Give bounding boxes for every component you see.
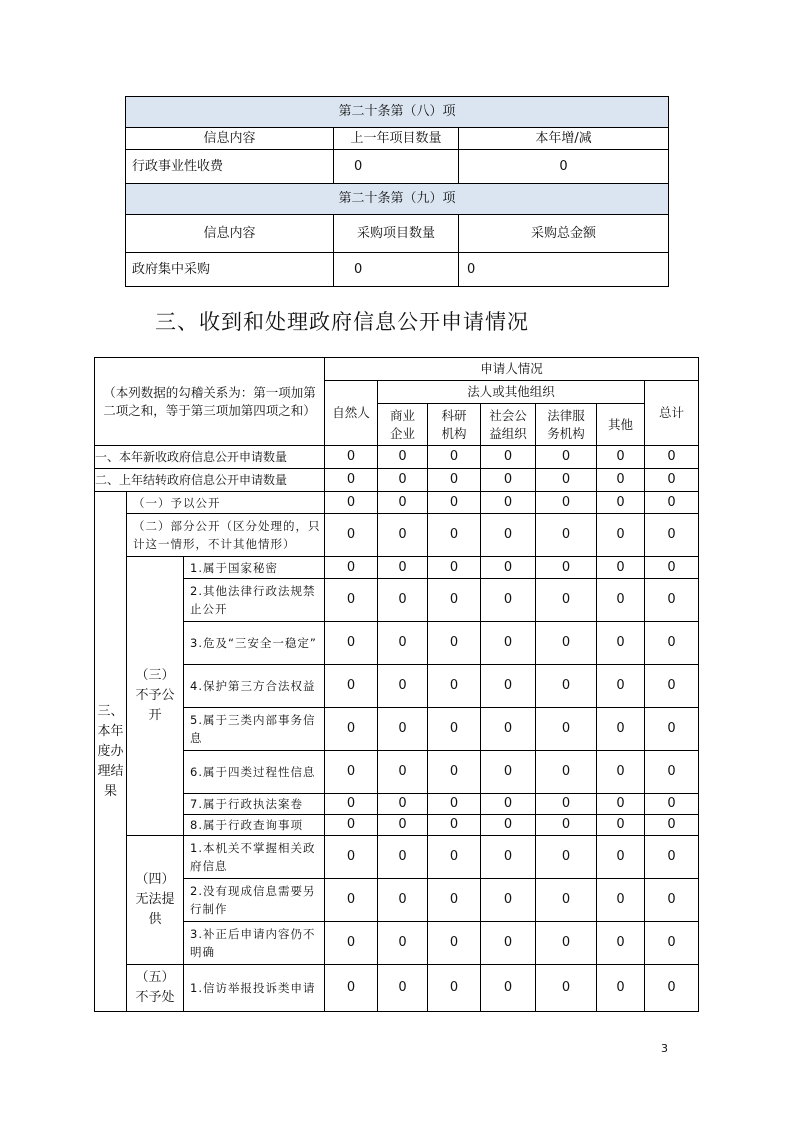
col-legal-service: 法律服务机构 [536,404,597,446]
table-row [95,446,699,469]
table-row [95,922,699,965]
table-row [95,469,699,492]
cell-value: 0 [536,794,597,815]
row-label: 政府集中采购 [126,253,334,287]
cell-value: 0 [481,514,536,557]
cell-value: 0 [481,579,536,622]
cell-value: 0 [428,794,481,815]
cell-value: 0 [428,492,481,514]
cell-value: 0 [325,922,378,965]
cell-value: 0 [481,836,536,879]
cell-value: 0 [325,751,378,794]
cell-value: 0 [481,622,536,665]
cell-value: 0 [597,836,645,879]
table-row [95,794,699,815]
cell-value: 0 [325,665,378,708]
cell-value: 0 [597,446,645,469]
cell-value: 0 [645,665,699,708]
col-commercial: 商业企业 [378,404,428,446]
cell-value: 0 [325,557,378,579]
cell-value: 0 [481,469,536,492]
cell-value: 0 [378,751,428,794]
row-label: 1.属于国家秘密 [184,557,325,579]
cell-value: 0 [325,794,378,815]
cell-value: 0 [325,879,378,922]
table-row [95,492,699,514]
row-label: 1.信访举报投诉类申请 [184,965,325,1012]
cell-value: 0 [645,922,699,965]
cell-value: 0 [481,708,536,751]
cell-value: 0 [378,622,428,665]
cell-value: 0 [645,469,699,492]
cell-value: 0 [428,815,481,836]
cell-value: 0 [645,794,699,815]
cell-value: 0 [428,557,481,579]
cell-value: 0 [536,922,597,965]
cell-value: 0 [536,708,597,751]
cell-value: 0 [481,492,536,514]
cell-value: 0 [481,965,536,1012]
cell-value: 0 [597,665,645,708]
cell-value: 0 [536,879,597,922]
cell-value: 0 [378,446,428,469]
cell-value: 0 [536,965,597,1012]
cell-value: 0 [597,815,645,836]
applicant-header: 申请人情况 [325,358,699,381]
cell-value: 0 [334,253,459,287]
cell-value: 0 [597,469,645,492]
cell-value: 0 [597,794,645,815]
group4-label: （四）无法提供 [127,836,184,965]
cell-value: 0 [597,965,645,1012]
section3-label: 三、本年度办理结果 [95,492,127,1012]
cell-value: 0 [378,557,428,579]
cell-value: 0 [334,150,459,184]
cell-value: 0 [645,965,699,1012]
cell-value: 0 [378,815,428,836]
cell-value: 0 [428,514,481,557]
cell-value: 0 [645,579,699,622]
cell-value: 0 [597,492,645,514]
cell-value: 0 [428,665,481,708]
col-natural-person: 自然人 [325,381,378,446]
col-social: 社会公益组织 [481,404,536,446]
group5-label: （五）不予处 [127,965,184,1012]
row-label: （一）予以公开 [127,492,325,514]
cell-value: 0 [325,446,378,469]
cell-value: 0 [597,514,645,557]
cell-value: 0 [378,665,428,708]
cell-value: 0 [378,879,428,922]
cell-value: 0 [536,579,597,622]
cell-value: 0 [428,622,481,665]
cell-value: 0 [378,794,428,815]
cell-value: 0 [459,253,669,287]
table-row [95,665,699,708]
row-label: 3.补正后申请内容仍不明确 [184,922,325,965]
section-heading: 三、收到和处理政府信息公开申请情况 [155,310,529,334]
row-label: 3.危及“三安全一稳定” [184,622,325,665]
cell-value: 0 [428,922,481,965]
cell-value: 0 [536,492,597,514]
page-number: 3 [661,1042,668,1055]
cell-value: 0 [597,922,645,965]
cell-value: 0 [536,751,597,794]
section-8-title: 第二十条第（八）项 [126,97,669,128]
article20-table [125,96,669,287]
cell-value: 0 [481,446,536,469]
col-header: 信息内容 [126,215,334,253]
cell-value: 0 [536,514,597,557]
cell-value: 0 [378,469,428,492]
cell-value: 0 [536,557,597,579]
col-header: 信息内容 [126,128,334,150]
cell-value: 0 [428,469,481,492]
cell-value: 0 [645,492,699,514]
cell-value: 0 [645,879,699,922]
table-row [95,815,699,836]
applications-table [94,357,699,1012]
cell-value: 0 [536,815,597,836]
row-label: 二、上年结转政府信息公开申请数量 [95,469,325,492]
table-row [95,836,699,879]
col-header: 本年增/减 [459,128,669,150]
row-label: 4.保护第三方合法权益 [184,665,325,708]
table-row [95,579,699,622]
cell-value: 0 [597,622,645,665]
cell-value: 0 [481,794,536,815]
cell-value: 0 [597,557,645,579]
cell-value: 0 [597,751,645,794]
cell-value: 0 [481,557,536,579]
cell-value: 0 [597,579,645,622]
header-note: （本列数据的勾稽关系为：第一项加第二项之和，等于第三项加第四项之和） [95,358,325,446]
cell-value: 0 [536,836,597,879]
col-other: 其他 [597,404,645,446]
row-label: （二）部分公开（区分处理的，只计这一情形，不计其他情形） [127,514,325,557]
table-row [95,879,699,922]
cell-value: 0 [536,665,597,708]
cell-value: 0 [428,879,481,922]
cell-value: 0 [645,557,699,579]
cell-value: 0 [645,446,699,469]
cell-value: 0 [481,922,536,965]
cell-value: 0 [481,815,536,836]
cell-value: 0 [536,622,597,665]
table-row [95,514,699,557]
cell-value: 0 [481,751,536,794]
cell-value: 0 [378,492,428,514]
cell-value: 0 [325,622,378,665]
cell-value: 0 [325,492,378,514]
cell-value: 0 [645,751,699,794]
cell-value: 0 [428,751,481,794]
row-label: 6.属于四类过程性信息 [184,751,325,794]
cell-value: 0 [428,579,481,622]
row-label: 7.属于行政执法案卷 [184,794,325,815]
row-label: 2.其他法律行政法规禁止公开 [184,579,325,622]
cell-value: 0 [378,708,428,751]
cell-value: 0 [325,815,378,836]
cell-value: 0 [325,469,378,492]
table-row [95,622,699,665]
cell-value: 0 [378,514,428,557]
table-row [95,708,699,751]
cell-value: 0 [428,708,481,751]
col-header: 采购总金额 [459,215,669,253]
row-label: 一、本年新收政府信息公开申请数量 [95,446,325,469]
cell-value: 0 [378,836,428,879]
table-row [95,557,699,579]
cell-value: 0 [325,965,378,1012]
cell-value: 0 [645,708,699,751]
cell-value: 0 [536,469,597,492]
col-total: 总计 [645,381,699,446]
cell-value: 0 [378,922,428,965]
cell-value: 0 [645,815,699,836]
cell-value: 0 [645,514,699,557]
row-label: 行政事业性收费 [126,150,334,184]
cell-value: 0 [378,579,428,622]
cell-value: 0 [597,879,645,922]
legal-group-header: 法人或其他组织 [378,381,645,404]
cell-value: 0 [428,836,481,879]
row-label: 1.本机关不掌握相关政府信息 [184,836,325,879]
group3-label: （三）不予公开 [127,557,184,836]
table-row [95,751,699,794]
cell-value: 0 [481,665,536,708]
cell-value: 0 [325,836,378,879]
cell-value: 0 [536,446,597,469]
cell-value: 0 [481,879,536,922]
cell-value: 0 [459,150,669,184]
cell-value: 0 [597,708,645,751]
cell-value: 0 [428,965,481,1012]
row-label: 8.属于行政查询事项 [184,815,325,836]
cell-value: 0 [645,622,699,665]
table-row [95,965,699,1012]
cell-value: 0 [325,708,378,751]
cell-value: 0 [378,965,428,1012]
cell-value: 0 [325,579,378,622]
section-9-title: 第二十条第（九）项 [126,184,669,215]
col-header: 采购项目数量 [334,215,459,253]
row-label: 2.没有现成信息需要另行制作 [184,879,325,922]
cell-value: 0 [325,514,378,557]
cell-value: 0 [645,836,699,879]
cell-value: 0 [428,446,481,469]
col-header: 上一年项目数量 [334,128,459,150]
row-label: 5.属于三类内部事务信息 [184,708,325,751]
col-research: 科研机构 [428,404,481,446]
